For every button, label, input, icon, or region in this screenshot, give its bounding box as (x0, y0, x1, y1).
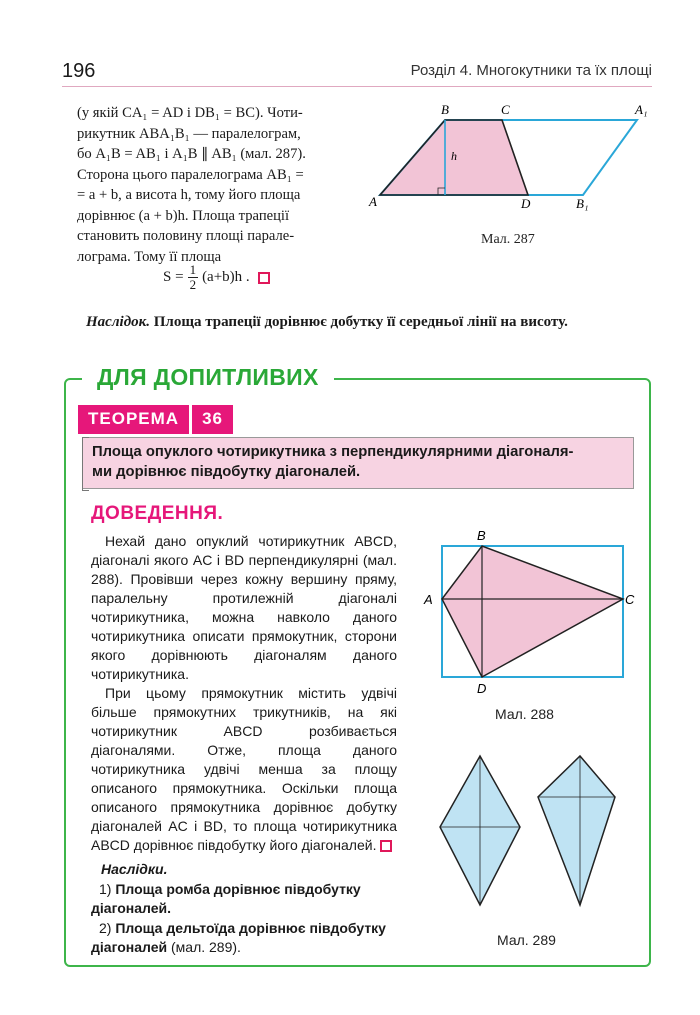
formula-rhs: (a+b)h . (202, 269, 250, 285)
theorem-label: ТЕОРЕМА (78, 405, 189, 434)
proof-body (91, 532, 397, 855)
consequence-2-text: Площа дельтоїда дорівнює півдобутку діагоналей (91, 919, 386, 955)
proof-line: Сторона цього паралелограма AB₁ = (77, 166, 304, 183)
figure-288-caption: Мал. 288 (495, 706, 554, 722)
consequence-2 (91, 919, 397, 958)
proof-title: ДОВЕДЕННЯ. (91, 503, 224, 524)
consequence-1-number: 1) (99, 880, 112, 897)
kite (538, 756, 615, 905)
header-divider (62, 86, 652, 87)
corollary (86, 314, 568, 331)
theorem-number: 36 (192, 405, 233, 434)
corollary-text: Площа трапеції дорівнює добутку її середньої лінії на висоту. (149, 314, 568, 330)
figure-289-caption: Мал. 289 (497, 932, 556, 948)
proof-line: рикутник ABA₁B₁ — паралелограм, (77, 125, 301, 142)
label-A: A (424, 592, 433, 607)
running-head: Розділ 4. Многокутники та їх площі (410, 62, 652, 79)
label-D: D (521, 196, 531, 211)
label-C: C (501, 102, 510, 117)
consequences (91, 860, 397, 958)
proof-continuation (77, 103, 359, 267)
quadrilateral-ABCD (442, 546, 623, 677)
proof-paragraph-2-text: При цьому прямокутник містить удвічі більше прямокутних трикутників, на які чотирикутник ABCD розбивається діагоналями. Отже, площа даного чотирикутника удвічі менша за площу описаного прямокутника. Оскільки площа описаного прямокутника дорівнює добутку діагоналей AC і BD, то площа чотирикутника ABCD дорівнює півдобутку його діагоналей. (91, 685, 397, 853)
label-B: B (441, 102, 449, 117)
page-number: 196 (62, 60, 96, 82)
consequence-1-text: Площа ромба дорівнює півдобутку діагоналей. (91, 880, 361, 916)
figure-287 (365, 98, 655, 228)
figure-288 (420, 525, 635, 700)
proof-paragraph-1: Нехай дано опуклий чотирикутник ABCD, діагоналі якого AC і BD перпендикулярні (мал. 288). Провівши через кожну вершину пряму, паралельну протилежній діагоналі чотирикутника, можна навколо даного чотирикутника описати прямокутник, сторони якого дорівнюють діагоналям даного чотирикутника. (91, 533, 397, 682)
qed-square-icon (258, 272, 270, 284)
figure-287-caption: Мал. 287 (481, 232, 535, 247)
label-B1: B₁ (576, 196, 589, 211)
proof-line: дорівнює (a + b)h. Площа трапеції (77, 207, 290, 224)
curious-title: ДЛЯ ДОПИТЛИВИХ (97, 364, 319, 390)
formula-lhs: S = (163, 269, 184, 285)
corollary-label: Наслідок. (86, 314, 150, 330)
theorem-line: ми дорівнює півдобутку діагоналей. (92, 464, 361, 480)
label-A: A (369, 194, 377, 209)
theorem-tag (78, 405, 233, 434)
label-A1: A₁ (635, 102, 648, 117)
proof-paragraph-2 (91, 684, 397, 855)
theorem-line: Площа опуклого чотирикутника з перпендикулярними діагоналя- (92, 444, 574, 460)
qed-square-icon (380, 840, 392, 852)
label-D: D (477, 681, 487, 696)
label-C: C (625, 592, 635, 607)
consequence-2-reference: (мал. 289). (167, 939, 241, 955)
label-B: B (477, 528, 486, 543)
fraction-numerator: 1 (189, 262, 197, 277)
consequence-2-number: 2) (99, 919, 112, 936)
label-h: h (451, 149, 457, 163)
proof-line: становить половину площі парале- (77, 228, 295, 244)
consequences-title: Наслідки. (101, 861, 168, 877)
area-formula (163, 263, 270, 292)
fraction-denominator: 2 (189, 277, 197, 292)
proof-line: бо A₁B = AB₁ і A₁B ∥ AB₁ (мал. 287). (77, 146, 306, 162)
figure-289 (436, 752, 626, 912)
proof-line: лограма. Тому її площа (77, 248, 222, 265)
consequence-1 (91, 880, 397, 919)
theorem-statement (92, 442, 626, 482)
formula-fraction (188, 263, 199, 292)
proof-line: (у якій CA₁ = AD і DB₁ = BC). Чоти- (77, 105, 303, 121)
proof-line: = a + b, а висота h, тому його площа (77, 187, 301, 203)
